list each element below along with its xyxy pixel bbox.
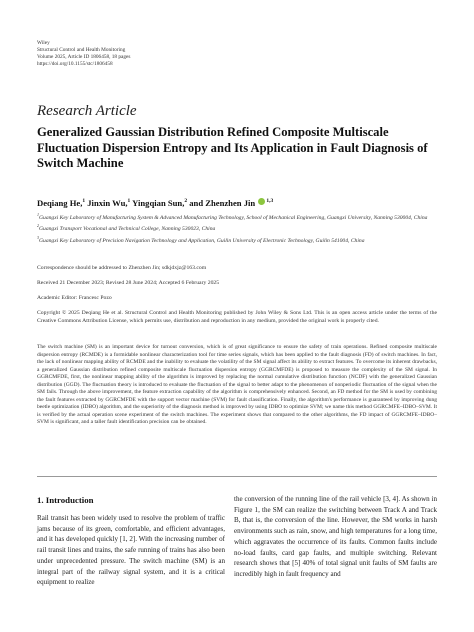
abstract-text: The switch machine (SM) is an important device for turnout conversion, which is of great significance to ensure the safety of train operations. Refined composite multiscale dispersion entropy (RCMDE) is a formidable nonlinear characterization tool for time series signals, which has been applied to the fault diagnosis (FD) of switch machines. In fact, the lack of nonlinear mapping ability of RCMDE and the inability to evaluate the volatility of the SM signal affect its ability to extract features. To overcome its inherent drawbacks, a generalized Gaussian distribution refined composite multiscale fluctuation dispersion entropy (GGRCMFDE) is proposed to measure the complexity of the SM signal. In GGRCMFDE, first, the nonlinear mapping ability of the algorithm is improved by replacing the normal cumulative distribution function (NCDF) with the generalized Gaussian distribution (GGD). The fluctuation theory is introduced to evaluate the fluctuation of the signal to better adapt to the phenomenon of nonperiodic fluctuation of the signal when the SM fails. Through the above improvement, the feature extraction capability of the algorithm is comprehensively enhanced. Second, an FD method for the SM is used by combining the fault features extracted by GGRCMFDE with the support vector machine (SVM) for fault classification. Finally, the algorithm's performance is guaranteed by improving dung beetle optimization (IDBO) algorithm, and the superiority of the diagnosis method is improved by using IDBO to optimize SVM; we name this method GGRCMFE–IDBO–SVM. It is verified by the actual operation scene experiment of the switch machines. The experiment shows that compared to the other algorithms, the FD impact of GGRCMFE–IDBO–SVM is significant, and a taller fault identification precision can be obtained. xyxy=(37,344,437,426)
affiliation-text: Guangxi Transport Vocational and Technical College, Nanning 530023, China xyxy=(39,226,216,233)
affiliation-item xyxy=(37,211,447,222)
introduction-left-column: Rail transit has been widely used to resolve the problem of traffic jams because of its green, comfortable, and efficient advantages, and it has developed quickly [1, 2]. With the increasing number of rail transit lines and trains, the safe running of trains has also been under unprecedented pressure. The switch machine (SM) is an integral part of the railway signal system, and it is a critical equipment to realize xyxy=(37,514,225,587)
publisher-name: Wiley xyxy=(37,40,50,46)
correspondence-line: Correspondence should be addressed to Zhenzhen Jin; sdkjdxjz@163.com xyxy=(37,265,207,271)
author-list xyxy=(37,198,273,208)
publication-info xyxy=(37,40,130,68)
author-name[interactable]: Yingqian Sun, xyxy=(130,198,185,208)
dates-line: Received 21 December 2023; Revised 28 June 2024; Accepted 6 February 2025 xyxy=(37,280,220,286)
author-affiliation-mark: 2 xyxy=(184,198,188,205)
author-name[interactable]: Jinxin Wu, xyxy=(85,198,128,208)
affiliation-number: 3 xyxy=(37,234,39,240)
article-type: Research Article xyxy=(37,103,137,119)
affiliation-text: Guangxi Key Laboratory of Manufacturing System & Advanced Manufacturing Technology, School of Mechanical Engineering, Guangxi University, Nanning 530004, China xyxy=(39,214,428,221)
volume-line: Volume 2025, Article ID 1806458, 18 pages xyxy=(37,54,131,61)
introduction-heading: 1. Introduction xyxy=(37,495,94,505)
author-affiliation-mark: 1,3 xyxy=(266,198,274,205)
article-title: Generalized Gaussian Distribution Refined Composite Multiscale Fluctuation Dispersion Entropy and Its Application in Fault Diagnosis of Switch Machine xyxy=(37,125,428,170)
author-affiliation-mark: 1 xyxy=(127,198,131,205)
author-name[interactable]: and Zhenzhen Jin xyxy=(187,198,256,208)
author-affiliation-mark: 1 xyxy=(82,198,86,205)
journal-name: Structural Control and Health Monitoring xyxy=(37,47,126,54)
academic-editor: Academic Editor: Francesc Pozo xyxy=(37,295,112,301)
author-name[interactable]: Deqiang He, xyxy=(37,198,83,208)
orcid-icon[interactable] xyxy=(258,198,265,205)
introduction-right-column: the conversion of the running line of the rail vehicle [3, 4]. As shown in Figure 1, the SM can realize the switching between Track A and Track B, that is, the conversion of the line. However, the SM works in harsh environments such as rain, snow, and high temperatures for a long time, which aggravates the occurrence of its faults. Common faults include no-load faults, card gap faults, and multiple switching. Relevant research shows that [5] 40% of total signal unit faults of SM faults are incredibly high in fault frequency and xyxy=(234,495,437,578)
affiliation-item xyxy=(37,234,447,245)
copyright-notice: Copyright © 2025 Deqiang He et al. Structural Control and Health Monitoring published by John Wiley & Sons Ltd. This is an open access article under the terms of the Creative Commons Attribution License, which permits use, distribution and reproduction in any medium, provided the original work is properly cited. xyxy=(37,310,437,324)
affiliation-text: Guangxi Key Laboratory of Precision Navigation Technology and Application, Guilin University of Electronic Technology, Guilin 541004, China xyxy=(39,237,365,244)
affiliations xyxy=(37,211,447,245)
section-divider xyxy=(37,476,437,477)
doi-link[interactable]: https://doi.org/10.1155/stc/1806458 xyxy=(37,61,113,68)
affiliation-number: 1 xyxy=(37,212,39,217)
affiliation-item xyxy=(37,222,447,233)
affiliation-number: 2 xyxy=(37,223,39,229)
